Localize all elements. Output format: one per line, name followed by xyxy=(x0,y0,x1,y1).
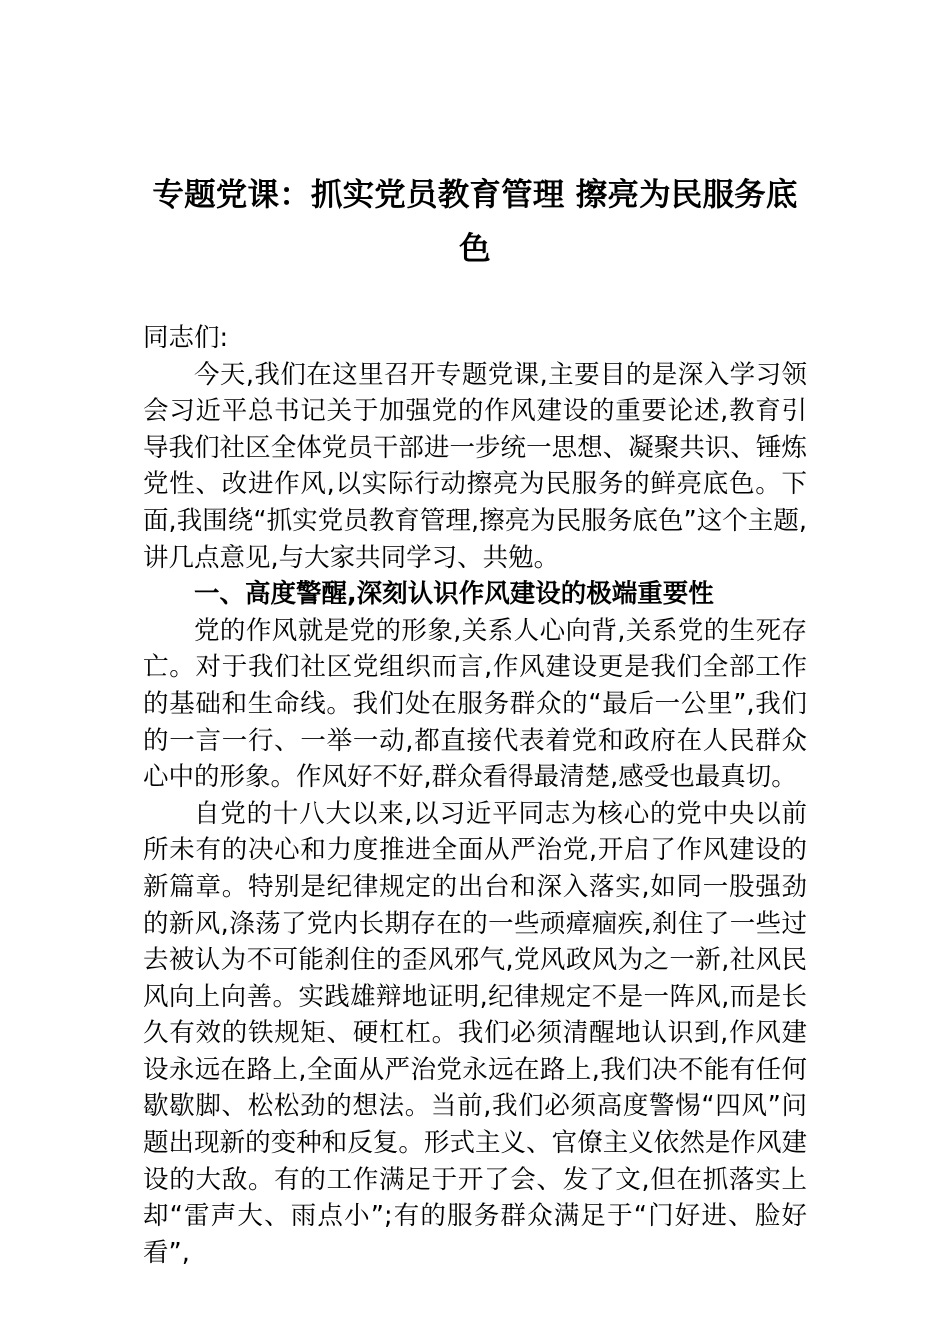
section-1-paragraph-2: 自党的十八大以来,以习近平同志为核心的党中央以前所未有的决心和力度推进全面从严治党,开启了作风建设的新篇章。特别是纪律规定的出台和深入落实,如同一股强劲的新风,涤荡了党内长期存在的一些顽瘴痼疾,刹住了一些过去被认为不可能刹住的歪风邪气,党风政风为之一新,社风民风向上向善。实践雄辩地证明,纪律规定不是一阵风,而是长久有效的铁规矩、硬杠杠。我们必须清醒地认识到,作风建设永远在路上,全面从严治党永远在路上,我们决不能有任何歇歇脚、松松劲的想法。当前,我们必须高度警惕“四风”问题出现新的变种和反复。形式主义、官僚主义依然是作风建设的大敌。有的工作满足于开了会、发了文,但在抓落实上却“雷声大、雨点小”;有的服务群众满足于“门好进、脸好看”, xyxy=(143,798,807,1268)
section-heading-1: 一、高度警醒,深刻认识作风建设的极端重要性 xyxy=(194,579,714,610)
section-1-paragraph-1: 党的作风就是党的形象,关系人心向背,关系党的生死存亡。对于我们社区党组织而言,作风建设更是我们全部工作的基础和生命线。我们处在服务群众的“最后一公里”,我们的一言一行、一举一动,都直接代表着党和政府在人民群众心中的形象。作风好不好,群众看得最清楚,感受也最真切。 xyxy=(143,615,807,793)
salutation-line: 同志们: xyxy=(143,323,229,353)
document-content-column xyxy=(143,0,807,1271)
intro-paragraph: 今天,我们在这里召开专题党课,主要目的是深入学习领会习近平总书记关于加强党的作风建设的重要论述,教育引导我们社区全体党员干部进一步统一思想、凝聚共识、锤炼党性、改进作风,以实际行动擦亮为民服务的鲜亮底色。下面,我围绕“抓实党员教育管理,擦亮为民服务底色”这个主题,讲几点意见,与大家共同学习、共勉。 xyxy=(143,359,807,573)
page-title: 专题党课：抓实党员教育管理 擦亮为民服务底色 xyxy=(152,177,798,267)
